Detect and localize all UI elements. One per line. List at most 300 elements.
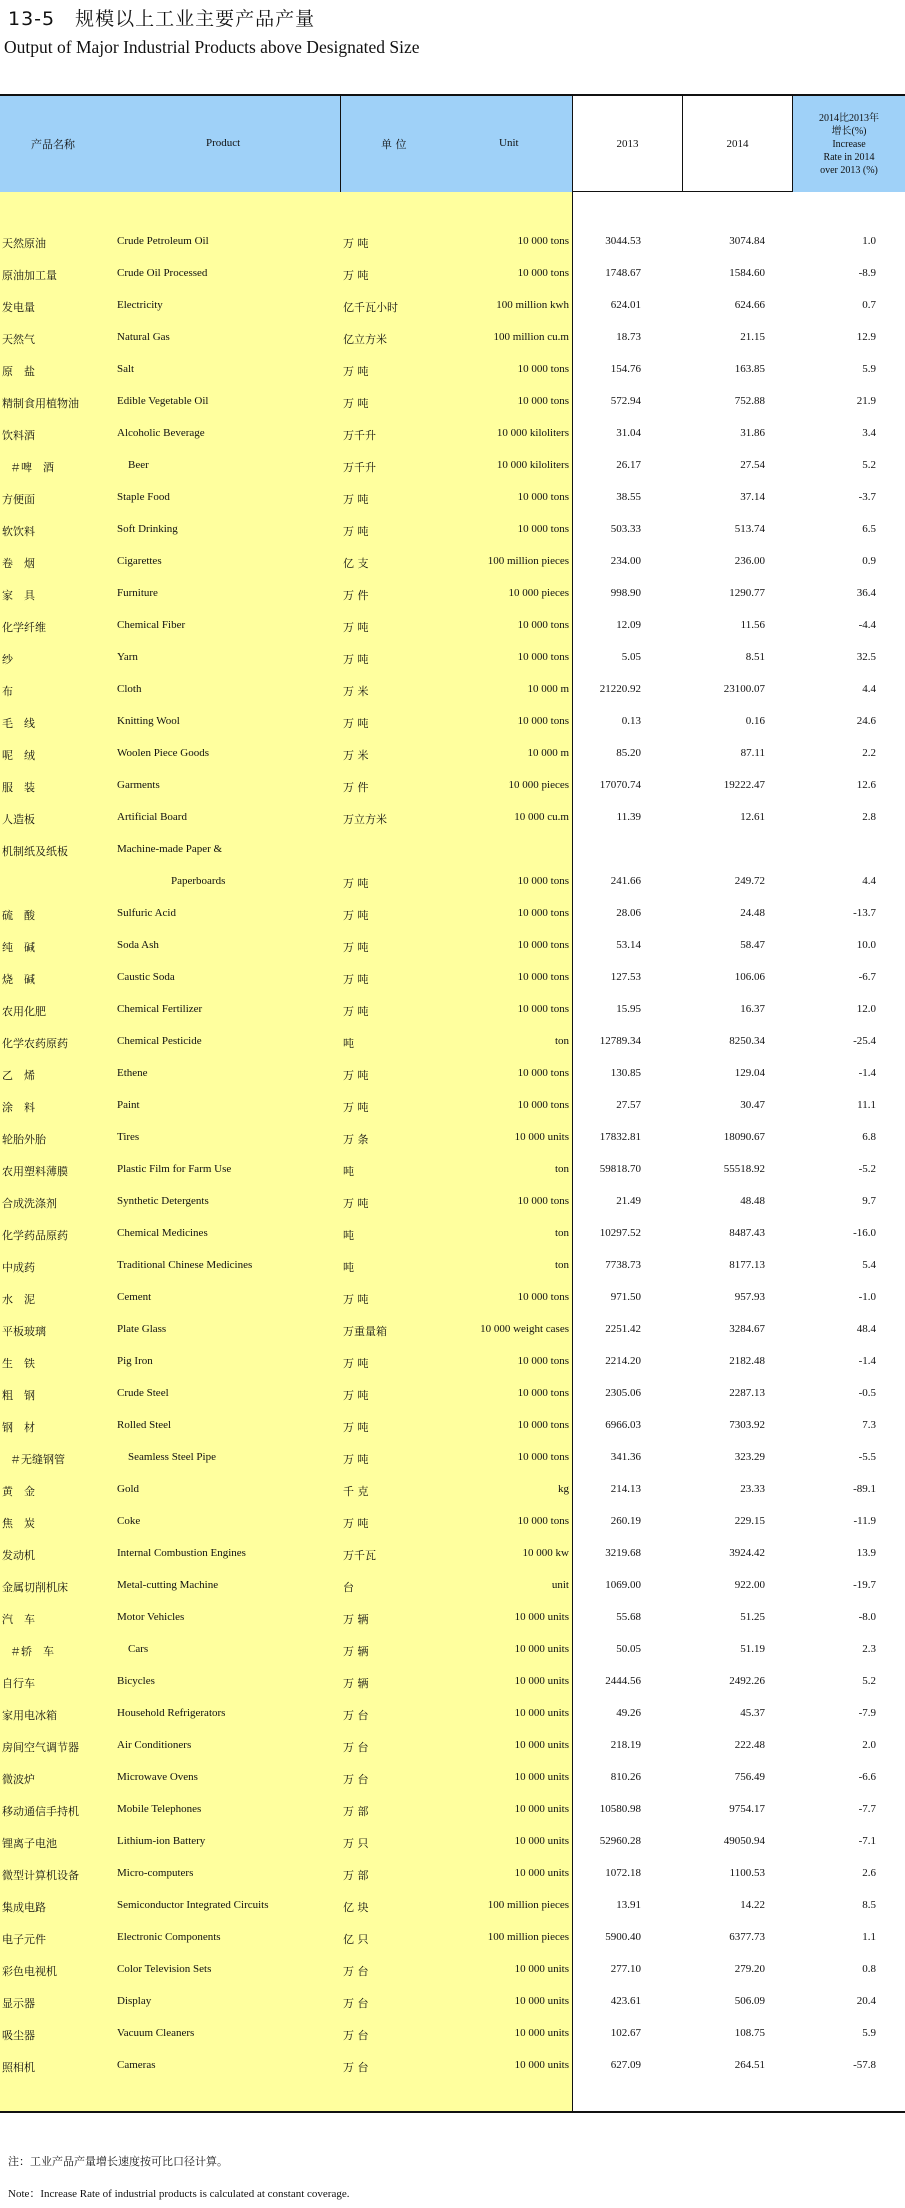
product-name-en: Seamless Steel Pipe <box>128 1451 216 1463</box>
value-2013: 31.04 <box>616 427 641 439</box>
header-product-cn: 产品名称 <box>31 138 75 151</box>
increase-rate: 5.2 <box>862 1675 876 1687</box>
table-row <box>0 1475 905 1507</box>
unit-cn: 吨 <box>343 1037 354 1050</box>
increase-rate: 12.6 <box>856 779 876 791</box>
increase-rate: 9.7 <box>862 1195 876 1207</box>
product-name-cn: 吸尘器 <box>2 2029 35 2042</box>
value-2014: 513.74 <box>734 523 765 535</box>
unit-cn: 万 吨 <box>343 269 369 282</box>
unit-en: 10 000 kiloliters <box>496 459 569 471</box>
unit-cn: 万 吨 <box>343 717 369 730</box>
value-2014: 229.15 <box>734 1515 765 1527</box>
product-name-cn: 中成药 <box>2 1261 35 1274</box>
product-name-cn: 集成电路 <box>2 1901 46 1914</box>
value-2013: 59818.70 <box>599 1163 641 1175</box>
table-row <box>0 1219 905 1251</box>
product-name-en: Metal-cutting Machine <box>117 1579 219 1591</box>
unit-en: 10 000 tons <box>517 491 569 503</box>
unit-cn: 万千升 <box>343 429 376 442</box>
unit-cn: 万 吨 <box>343 1357 369 1370</box>
unit-cn: 万 台 <box>343 1709 369 1722</box>
table-row <box>0 1571 905 1603</box>
increase-rate: 2.8 <box>862 811 876 823</box>
unit-cn: 亿千瓦小时 <box>343 301 398 314</box>
product-name-cn: 金属切削机床 <box>2 1581 68 1594</box>
product-name-cn: 机制纸及纸板 <box>2 845 68 858</box>
table-row <box>0 1891 905 1923</box>
product-name-cn: 天然气 <box>2 333 35 346</box>
unit-en: 100 million pieces <box>487 555 569 567</box>
value-2013: 2214.20 <box>605 1355 641 1367</box>
product-name-en: Chemical Fertilizer <box>117 1003 203 1015</box>
product-name-en: Cigarettes <box>117 555 162 567</box>
product-name-cn: 软饮料 <box>2 525 35 538</box>
product-name-en: Synthetic Detergents <box>117 1195 209 1207</box>
product-name-cn: 微波炉 <box>2 1773 35 1786</box>
unit-cn: 万 吨 <box>343 1101 369 1114</box>
value-2013: 1748.67 <box>605 267 641 279</box>
value-2013: 52960.28 <box>599 1835 641 1847</box>
product-name-cn: 原 盐 <box>2 365 35 378</box>
unit-cn: 万 吨 <box>343 1421 369 1434</box>
value-2014: 51.19 <box>740 1643 765 1655</box>
increase-rate: -8.0 <box>858 1611 876 1623</box>
table-row <box>0 931 905 963</box>
value-2014: 1290.77 <box>729 587 765 599</box>
header-rate-line: 2014比2013年 <box>819 112 879 124</box>
table-row <box>0 451 905 483</box>
product-name-cn: 生 铁 <box>2 1357 35 1370</box>
value-2013: 55.68 <box>616 1611 641 1623</box>
unit-en: 10 000 units <box>514 1771 569 1783</box>
value-2013: 627.09 <box>610 2059 641 2071</box>
unit-cn: 万 台 <box>343 1965 369 1978</box>
product-name-cn: 自行车 <box>2 1677 35 1690</box>
table-row <box>0 1379 905 1411</box>
table-row <box>0 1123 905 1155</box>
unit-en: 10 000 tons <box>517 1355 569 1367</box>
value-2013: 2305.06 <box>605 1387 641 1399</box>
value-2013: 3044.53 <box>605 235 641 247</box>
product-name-en: Knitting Wool <box>117 715 180 727</box>
table-row <box>0 355 905 387</box>
value-2013: 341.36 <box>610 1451 641 1463</box>
value-2014: 3074.84 <box>729 235 765 247</box>
unit-cn: 亿 支 <box>343 557 369 570</box>
product-name-cn: 农用塑料薄膜 <box>2 1165 68 1178</box>
product-name-cn: 化学农药原药 <box>2 1037 68 1050</box>
product-name-cn: 呢 绒 <box>2 749 35 762</box>
value-2014: 49050.94 <box>723 1835 765 1847</box>
unit-en: 10 000 units <box>514 1131 569 1143</box>
unit-cn: 千 克 <box>343 1485 369 1498</box>
unit-en: 10 000 tons <box>517 651 569 663</box>
unit-cn: 万 米 <box>343 685 369 698</box>
unit-cn: 万 吨 <box>343 1453 369 1466</box>
table-row <box>0 2051 905 2083</box>
increase-rate: 0.8 <box>862 1963 876 1975</box>
value-2013: 2444.56 <box>605 1675 641 1687</box>
header-unit-en: Unit <box>499 137 519 149</box>
table-row <box>0 867 905 899</box>
product-name-cn: 化学纤维 <box>2 621 46 634</box>
product-name-cn: 彩色电视机 <box>2 1965 57 1978</box>
product-name-en: Cars <box>128 1643 149 1655</box>
product-name-en: Crude Steel <box>117 1387 169 1399</box>
product-name-en: Soda Ash <box>117 939 159 951</box>
unit-en: 10 000 units <box>514 1963 569 1975</box>
unit-en: 10 000 tons <box>517 1451 569 1463</box>
value-2013: 1072.18 <box>605 1867 641 1879</box>
table-row <box>0 1315 905 1347</box>
increase-rate: 8.5 <box>862 1899 876 1911</box>
table-row <box>0 387 905 419</box>
product-name-cn: 农用化肥 <box>2 1005 46 1018</box>
value-2014: 756.49 <box>734 1771 765 1783</box>
unit-cn: 万 辆 <box>343 1677 369 1690</box>
value-2014: 2182.48 <box>729 1355 765 1367</box>
product-name-en: Cement <box>117 1291 152 1303</box>
product-name-cn: 显示器 <box>2 1997 35 2010</box>
unit-en: 10 000 weight cases <box>480 1323 569 1335</box>
value-2014: 264.51 <box>734 2059 765 2071</box>
value-2013: 7738.73 <box>605 1259 641 1271</box>
value-2013: 13.91 <box>616 1899 641 1911</box>
value-2013: 810.26 <box>610 1771 641 1783</box>
product-name-cn: 发动机 <box>2 1549 35 1562</box>
product-name-cn: 汽 车 <box>2 1613 35 1626</box>
unit-en: 10 000 units <box>514 1643 569 1655</box>
header-product <box>0 96 340 192</box>
table-row <box>0 1987 905 2019</box>
increase-rate: 6.8 <box>862 1131 876 1143</box>
value-2014: 58.47 <box>740 939 765 951</box>
unit-en: 10 000 tons <box>517 267 569 279</box>
product-name-en: Yarn <box>117 651 138 663</box>
increase-rate: 2.3 <box>862 1643 876 1655</box>
value-2014: 51.25 <box>740 1611 765 1623</box>
value-2013: 214.13 <box>610 1483 641 1495</box>
table-row <box>0 1059 905 1091</box>
increase-rate: 0.9 <box>862 555 876 567</box>
product-name-en: Household Refrigerators <box>117 1707 226 1719</box>
product-name-cn: 毛 线 <box>2 717 35 730</box>
product-name-en: Salt <box>117 363 135 375</box>
unit-en: 10 000 tons <box>517 1067 569 1079</box>
unit-en: 10 000 units <box>514 1835 569 1847</box>
unit-cn: 吨 <box>343 1261 354 1274</box>
value-2014: 2492.26 <box>729 1675 765 1687</box>
value-2013: 12.09 <box>616 619 641 631</box>
table-row <box>0 547 905 579</box>
product-name-cn: 黄 金 <box>2 1485 35 1498</box>
table-row <box>0 1411 905 1443</box>
table-row <box>0 1027 905 1059</box>
product-name-en: Micro-computers <box>117 1867 194 1879</box>
product-name-cn: 涂 料 <box>2 1101 35 1114</box>
table-row <box>0 707 905 739</box>
value-2013: 50.05 <box>616 1643 641 1655</box>
unit-en: 10 000 units <box>514 2059 569 2071</box>
table-row <box>0 1635 905 1667</box>
unit-en: 10 000 units <box>514 1675 569 1687</box>
table-row <box>0 963 905 995</box>
table-title-cn: 13-5 规模以上工业主要产品产量 <box>8 8 316 30</box>
product-name-cn: 精制食用植物油 <box>2 397 79 410</box>
value-2013: 5.05 <box>621 651 641 663</box>
increase-rate: 20.4 <box>856 1995 876 2007</box>
table-row <box>0 995 905 1027</box>
unit-cn: 吨 <box>343 1229 354 1242</box>
product-name-cn: 家 具 <box>2 589 35 602</box>
unit-en: 10 000 tons <box>517 1099 569 1111</box>
increase-rate: 48.4 <box>856 1323 876 1335</box>
unit-en: 10 000 units <box>514 1739 569 1751</box>
product-name-cn: 纯 碱 <box>2 941 35 954</box>
table-row <box>0 1731 905 1763</box>
increase-rate: -5.5 <box>858 1451 876 1463</box>
product-name-cn: 轮胎外胎 <box>2 1133 46 1146</box>
increase-rate: 13.9 <box>856 1547 876 1559</box>
unit-cn: 万 吨 <box>343 1069 369 1082</box>
unit-en: ton <box>554 1259 569 1271</box>
value-2013: 17832.81 <box>599 1131 641 1143</box>
unit-cn: 台 <box>343 1581 354 1594</box>
value-2014: 37.14 <box>740 491 765 503</box>
header-rate-line: Increase <box>832 138 866 150</box>
increase-rate: 4.4 <box>862 875 876 887</box>
product-name-en: Internal Combustion Engines <box>117 1547 246 1559</box>
product-name-cn: 原油加工量 <box>2 269 57 282</box>
unit-cn: 万 辆 <box>343 1613 369 1626</box>
product-name-en: Rolled Steel <box>117 1419 172 1431</box>
product-name-en: Caustic Soda <box>117 971 175 983</box>
table-header <box>0 94 905 192</box>
table-row <box>0 739 905 771</box>
product-name-cn: 家用电冰箱 <box>2 1709 57 1722</box>
unit-en: 10 000 kiloliters <box>496 427 569 439</box>
increase-rate: -89.1 <box>853 1483 876 1495</box>
value-2014: 11.56 <box>740 619 765 631</box>
product-name-en: Beer <box>128 459 149 471</box>
table-row <box>0 835 905 867</box>
increase-rate: 2.6 <box>862 1867 876 1879</box>
unit-en: 100 million kwh <box>496 299 569 311</box>
table-row <box>0 1155 905 1187</box>
value-2013: 10580.98 <box>599 1803 641 1815</box>
unit-en: 10 000 tons <box>517 907 569 919</box>
unit-en: 10 000 tons <box>517 523 569 535</box>
product-name-en: Paint <box>117 1099 140 1111</box>
product-name-cn: 饮料酒 <box>2 429 35 442</box>
product-name-en: Lithium-ion Battery <box>117 1835 206 1847</box>
table-row <box>0 1251 905 1283</box>
table-row <box>0 515 905 547</box>
increase-rate: -16.0 <box>853 1227 876 1239</box>
table-row <box>0 1283 905 1315</box>
unit-cn: 万 吨 <box>343 1389 369 1402</box>
product-name-en: Electronic Components <box>117 1931 221 1943</box>
product-name-cn: 平板玻璃 <box>2 1325 46 1338</box>
increase-rate: -57.8 <box>853 2059 876 2071</box>
product-name-en: Paperboards <box>171 875 226 887</box>
unit-en: 10 000 tons <box>517 715 569 727</box>
value-2014: 957.93 <box>734 1291 765 1303</box>
unit-cn: 万 部 <box>343 1869 369 1882</box>
table-row <box>0 1347 905 1379</box>
note-cn: 注：工业产品产量增长速度按可比口径计算。 <box>8 2155 228 2168</box>
table-row <box>0 579 905 611</box>
header-product-en: Product <box>206 137 241 149</box>
increase-rate: -25.4 <box>853 1035 876 1047</box>
product-name-en: Plastic Film for Farm Use <box>117 1163 232 1175</box>
increase-rate: 3.4 <box>862 427 876 439</box>
unit-cn: 万 吨 <box>343 621 369 634</box>
unit-cn: 万 台 <box>343 2061 369 2074</box>
value-2014: 323.29 <box>734 1451 765 1463</box>
header-increase-rate <box>792 96 905 192</box>
product-name-cn: 电子元件 <box>2 1933 46 1946</box>
value-2013: 277.10 <box>610 1963 641 1975</box>
value-2014: 222.48 <box>734 1739 765 1751</box>
value-2014: 106.06 <box>734 971 765 983</box>
product-name-en: Natural Gas <box>117 331 170 343</box>
value-2013: 6966.03 <box>605 1419 641 1431</box>
increase-rate: -1.4 <box>858 1355 876 1367</box>
value-2014: 19222.47 <box>723 779 765 791</box>
increase-rate: -6.7 <box>858 971 876 983</box>
unit-en: ton <box>554 1227 569 1239</box>
unit-en: 100 million pieces <box>487 1931 569 1943</box>
table-row <box>0 803 905 835</box>
table-row <box>0 323 905 355</box>
increase-rate: 36.4 <box>856 587 876 599</box>
value-2013: 503.33 <box>610 523 641 535</box>
increase-rate: -5.2 <box>858 1163 876 1175</box>
table-row <box>0 899 905 931</box>
increase-rate: -1.4 <box>858 1067 876 1079</box>
unit-cn: 万 吨 <box>343 1517 369 1530</box>
value-2013: 2251.42 <box>605 1323 641 1335</box>
value-2014: 24.48 <box>740 907 765 919</box>
value-2014: 16.37 <box>740 1003 765 1015</box>
unit-en: 100 million pieces <box>487 1899 569 1911</box>
value-2014: 249.72 <box>734 875 765 887</box>
increase-rate: 24.6 <box>856 715 876 727</box>
value-2014: 55518.92 <box>723 1163 765 1175</box>
increase-rate: -3.7 <box>858 491 876 503</box>
value-2013: 218.19 <box>610 1739 641 1751</box>
table-row <box>0 1091 905 1123</box>
header-rate-line: over 2013 (%) <box>820 164 878 176</box>
unit-en: ton <box>554 1163 569 1175</box>
product-name-en: Traditional Chinese Medicines <box>117 1259 253 1271</box>
product-name-cn: 布 <box>2 685 13 698</box>
table-row <box>0 2019 905 2051</box>
increase-rate: 10.0 <box>856 939 876 951</box>
product-name-en: Crude Petroleum Oil <box>117 235 209 247</box>
unit-en: ton <box>554 1035 569 1047</box>
product-name-cn: 卷 烟 <box>2 557 35 570</box>
table-row <box>0 1955 905 1987</box>
product-name-cn: 硫 酸 <box>2 909 35 922</box>
unit-cn: 万 吨 <box>343 1293 369 1306</box>
value-2013: 10297.52 <box>599 1227 641 1239</box>
unit-en: 10 000 kw <box>522 1547 569 1559</box>
value-2013: 38.55 <box>616 491 641 503</box>
increase-rate: 2.0 <box>862 1739 876 1751</box>
value-2013: 27.57 <box>616 1099 641 1111</box>
unit-cn: 万 部 <box>343 1805 369 1818</box>
table-row <box>0 1539 905 1571</box>
table-row <box>0 419 905 451</box>
product-name-cn: 化学药品原药 <box>2 1229 68 1242</box>
product-name-en: Staple Food <box>117 491 170 503</box>
value-2013: 15.95 <box>616 1003 641 1015</box>
product-name-en: Machine-made Paper & <box>117 843 223 855</box>
product-name-cn: 锂离子电池 <box>2 1837 57 1850</box>
unit-cn: 万 台 <box>343 1997 369 2010</box>
product-name-en: Motor Vehicles <box>117 1611 185 1623</box>
table-row <box>0 1763 905 1795</box>
unit-en: 10 000 tons <box>517 1195 569 1207</box>
unit-en: 10 000 tons <box>517 363 569 375</box>
value-2013: 130.85 <box>610 1067 641 1079</box>
product-name-en: Chemical Pesticide <box>117 1035 202 1047</box>
value-2014: 3924.42 <box>729 1547 765 1559</box>
increase-rate: -0.5 <box>858 1387 876 1399</box>
value-2014: 23.33 <box>740 1483 765 1495</box>
unit-en: 10 000 tons <box>517 1419 569 1431</box>
product-name-en: Artificial Board <box>117 811 187 823</box>
product-name-cn: 发电量 <box>2 301 35 314</box>
unit-cn: 亿 只 <box>343 1933 369 1946</box>
value-2014: 48.48 <box>740 1195 765 1207</box>
value-2014: 14.22 <box>740 1899 765 1911</box>
value-2013: 28.06 <box>616 907 641 919</box>
product-name-en: Mobile Telephones <box>117 1803 202 1815</box>
product-name-cn: 微型计算机设备 <box>2 1869 79 1882</box>
product-name-cn: 天然原油 <box>2 237 46 250</box>
product-name-cn: 照相机 <box>2 2061 35 2074</box>
value-2014: 129.04 <box>734 1067 765 1079</box>
table-row <box>0 1667 905 1699</box>
unit-cn: 万 件 <box>343 589 369 602</box>
product-name-en: Cameras <box>117 2059 156 2071</box>
value-2014: 1100.53 <box>729 1867 765 1879</box>
increase-rate: 1.1 <box>862 1931 876 1943</box>
increase-rate: -7.9 <box>858 1707 876 1719</box>
header-2013: 2013 <box>572 96 682 192</box>
unit-en: 10 000 tons <box>517 971 569 983</box>
value-2014: 922.00 <box>734 1579 765 1591</box>
value-2014: 6377.73 <box>729 1931 765 1943</box>
value-2014: 31.86 <box>740 427 765 439</box>
value-2013: 85.20 <box>616 747 641 759</box>
value-2013: 49.26 <box>616 1707 641 1719</box>
value-2013: 998.90 <box>610 587 641 599</box>
product-name-en: Gold <box>117 1483 139 1495</box>
table-row <box>0 1827 905 1859</box>
table-row <box>0 227 905 259</box>
product-name-cn: 烧 碱 <box>2 973 35 986</box>
product-name-cn: ＃无缝钢管 <box>10 1453 65 1466</box>
value-2014: 236.00 <box>734 555 765 567</box>
product-name-cn: 焦 炭 <box>2 1517 35 1530</box>
increase-rate: -8.9 <box>858 267 876 279</box>
value-2013: 423.61 <box>610 1995 641 2007</box>
